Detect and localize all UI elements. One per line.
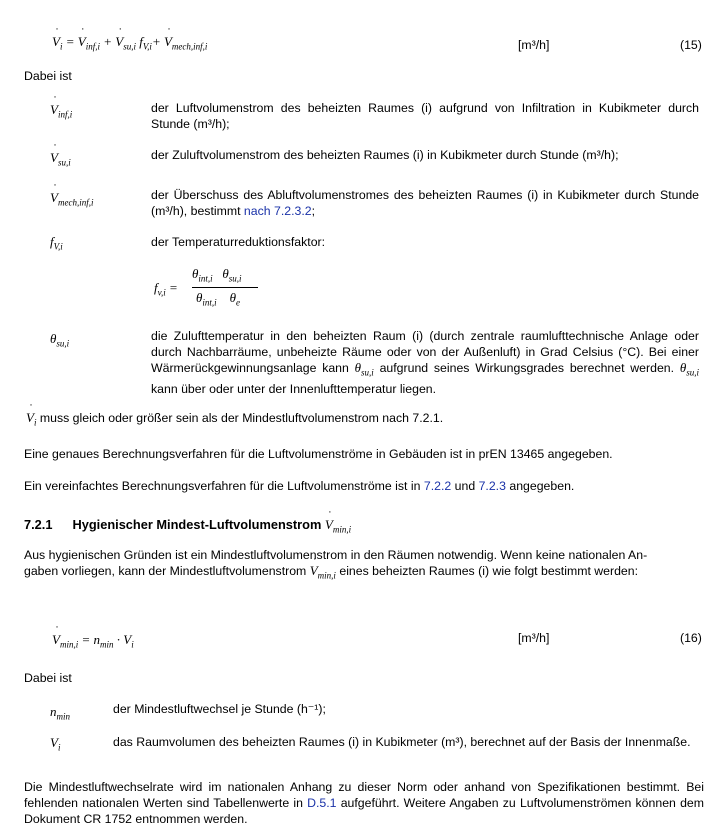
equation-15-unit: [m³/h] bbox=[518, 38, 550, 52]
paragraph-vi: ˙ $V_i$ muss gleich oder größer sein als der Mindestluftvolumenstrom nach 7.2.1. bbox=[26, 410, 443, 428]
equation-15: ˙ $V_i$ = ˙ $V_{inf,i}$ + ˙ $V_{su,i}$ $f_{V,i}+$ ˙ $V_{mech,inf,i}$ bbox=[52, 34, 207, 52]
equation-16-number: (16) bbox=[680, 631, 702, 645]
paragraph-final: Die Mindestluftwechselrate wird im nationalen Anhang zu dieser Norm oder anhand von Spezifikationen bestimmt. Bei fehlenden nationalen Werten sind Tabellenwerte in D.5.1 aufgeführt. Weitere Angaben zu Luftvolumenströmen können dem Dokument CR 1752 entnommen werden. bbox=[24, 780, 704, 826]
fraction-bar bbox=[192, 287, 258, 288]
dabei-ist-1: Dabei ist bbox=[24, 69, 72, 83]
equation-16: ˙ $V_{min,i} = n_{min} \cdot V_i$ bbox=[52, 632, 134, 650]
section-number: 7.2.1 bbox=[24, 517, 53, 532]
paragraph-hygienisch bbox=[24, 547, 704, 584]
link-7-2-3-2[interactable]: nach 7.2.3.2 bbox=[243, 204, 312, 218]
symbol-v-i: $V_i$ bbox=[50, 735, 61, 753]
paragraph-hygienisch-line1: Aus hygienischen Gründen ist ein Mindestluftvolumenstrom in den Räumen notwendig. Wenn keine nationalen An- bbox=[24, 548, 648, 562]
link-d-5-1[interactable]: D.5.1 bbox=[307, 796, 337, 810]
definition-n-min: der Mindestluftwechsel je Stunde (h⁻¹); bbox=[113, 702, 326, 716]
equation-15-number: (15) bbox=[680, 38, 702, 52]
link-7-2-3[interactable]: 7.2.3 bbox=[478, 479, 506, 493]
definition-v-i: das Raumvolumen des beheizten Raumes (i) in Kubikmeter (m³), berechnet auf der Basis der Innenmaße. bbox=[113, 735, 691, 749]
dabei-ist-2: Dabei ist bbox=[24, 671, 72, 685]
symbol-v-inf: ˙ $V_{inf,i}$ bbox=[50, 102, 72, 120]
definition-v-su: der Zuluftvolumenstrom des beheizten Raumes (i) in Kubikmeter durch Stunde (m³/h); bbox=[151, 148, 619, 162]
paragraph-vereinfacht: Ein vereinfachtes Berechnungsverfahren für die Luftvolumenströme ist in 7.2.2 und 7.2.3 angegeben. bbox=[24, 479, 575, 493]
theta-su-inline-1: $\theta_{su,i}$ bbox=[354, 360, 374, 378]
section-heading: 7.2.1 Hygienischer Mindest-Luftvolumenstrom ˙ $V_{min,i}$ bbox=[24, 517, 351, 535]
fraction-lhs: $f_{v,i}$ = bbox=[154, 280, 178, 298]
definition-v-mech-inf: der Überschuss des Abluftvolumenstromes des beheizten Raumes (i) in Kubikmeter durch Stunde (m³/h), bestimmt nach 7.2.3.2; bbox=[151, 188, 699, 218]
definition-v-inf: der Luftvolumenstrom des beheizten Raumes (i) aufgrund von Infiltration in Kubikmeter durch Stunde (m³/h); bbox=[151, 101, 699, 131]
symbol-theta-su: $\theta_{su,i}$ bbox=[50, 331, 70, 349]
paragraph-hygienisch-line2: gaben vorliegen, kann der Mindestluftvolumenstrom ˙ $V_{min,i}$ eines beheizten Raumes (i) wie folgt bestimmt werden: bbox=[24, 563, 704, 584]
definition-theta-su: die Zulufttemperatur in den beheizten Raum (i) (durch zentrale raumlufttechnische Anlage oder durch Nachbarräume, unbeheizte Räume oder von der Außenluft) in Grad Celsius (°C). Bei einer Wärmerückgewinnungsanlage kann $\theta_{su,i}$ aufgrund seines Wirkungsgrades berechnet werden. $\theta_{su,i}$ kann über oder unter der Innenlufttemperatur liegen. bbox=[151, 329, 699, 396]
symbol-f-v: $f_{V,i}$ bbox=[50, 234, 63, 252]
fraction-denominator: $\theta_{int,i}$ $\theta_e$ bbox=[196, 290, 241, 308]
equation-16-unit: [m³/h] bbox=[518, 631, 550, 645]
symbol-n-min: $n_{min}$ bbox=[50, 704, 70, 722]
definition-f-v: der Temperaturreduktionsfaktor: bbox=[151, 235, 326, 249]
section-title: Hygienischer Mindest-Luftvolumenstrom bbox=[72, 517, 322, 532]
fraction-numerator: $\theta_{int,i}$ $\theta_{su,i}$ bbox=[192, 266, 242, 284]
theta-su-inline-2: $\theta_{su,i}$ bbox=[679, 360, 699, 378]
link-7-2-2[interactable]: 7.2.2 bbox=[423, 479, 452, 493]
symbol-v-su: ˙ $V_{su,i}$ bbox=[50, 150, 71, 168]
paragraph-genaues: Eine genaues Berechnungsverfahren für die Luftvolumenströme in Gebäuden ist in prEN 13465 angegeben. bbox=[24, 447, 613, 461]
symbol-v-mech-inf: ˙ $V_{mech,inf,i}$ bbox=[50, 190, 93, 208]
